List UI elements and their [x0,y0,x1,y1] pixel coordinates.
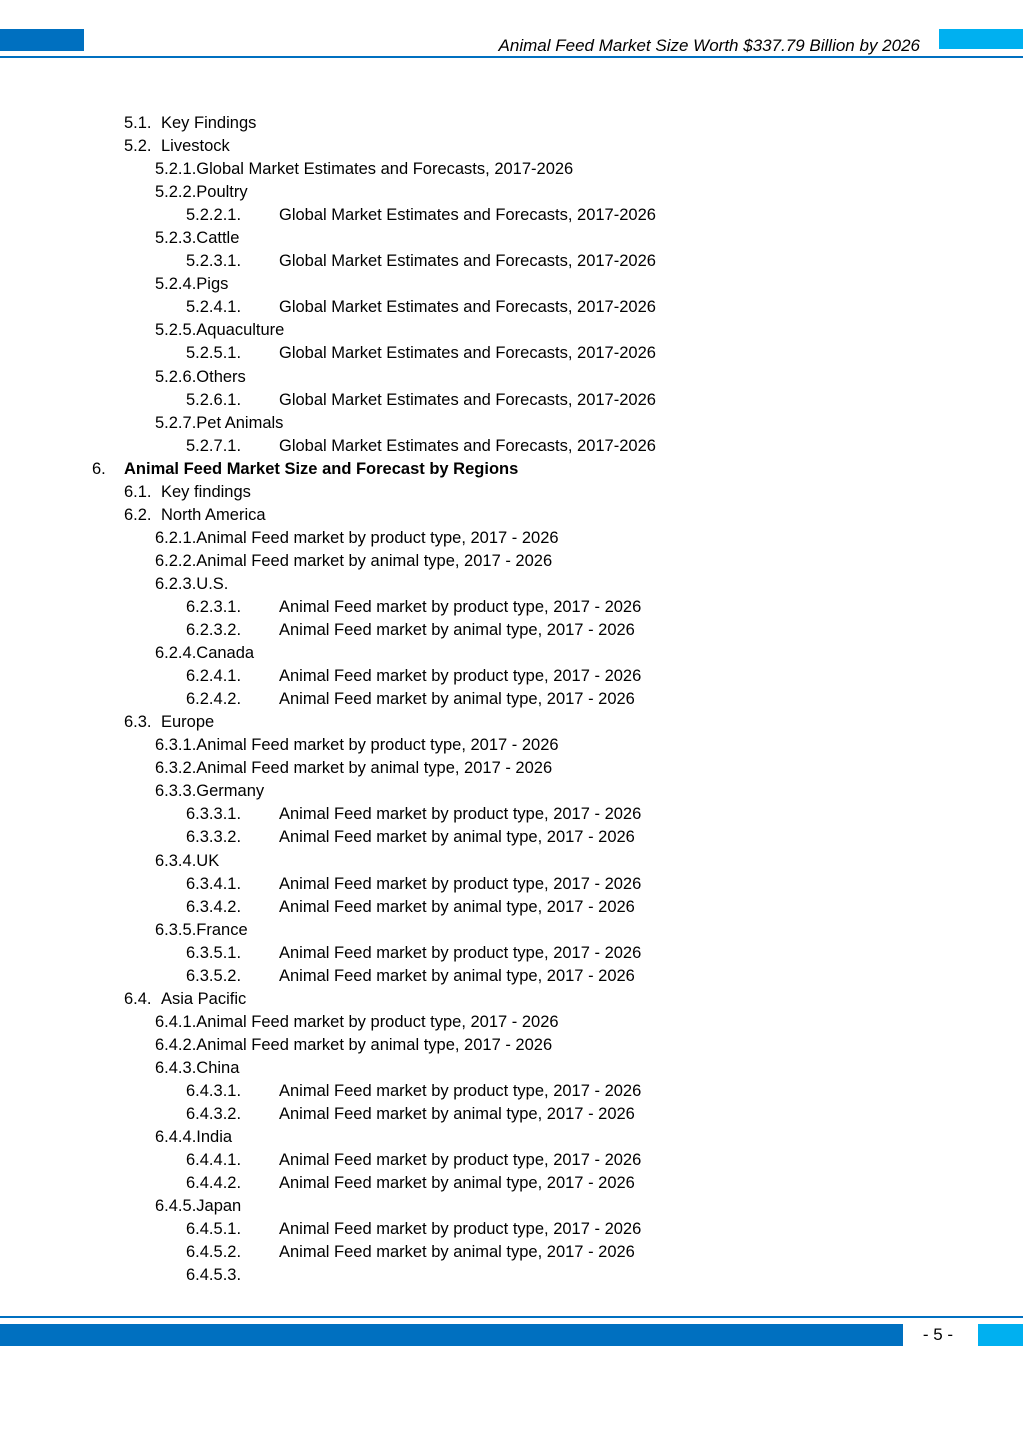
toc-entry-number: 6.4.5.3. [186,1266,242,1285]
toc-entry-number: 6.4.5.2. [186,1243,242,1262]
toc-entry [0,481,1023,504]
toc-entry-title: Animal Feed market by product type, 2017 - 2026 [279,943,642,962]
toc-entry-label: 6.4.5.Japan [155,1197,242,1216]
toc-entry [0,389,1023,412]
toc-entry-label: 5.2.1.Global Market Estimates and Forecasts, 2017-2026 [155,160,574,179]
toc-entry [0,1195,1023,1218]
toc-entry-label: 6.4.4.India [155,1128,233,1147]
toc-entry-label: 6.2.4.Canada [155,644,255,663]
toc-entry-number: 6.3.4.1. [186,874,242,893]
toc-entry-label: 5.2.2.Poultry [155,183,248,202]
toc-entry [0,273,1023,296]
toc-entry [0,1172,1023,1195]
toc-entry-number: 6.4.4.2. [186,1174,242,1193]
toc-entry-title: Livestock [161,137,230,156]
toc-entry [0,550,1023,573]
toc-entry [0,619,1023,642]
toc-entry [0,1034,1023,1057]
toc-entry [0,181,1023,204]
toc-entry-number: 5.2. [124,137,152,156]
toc-entry-number: 6.3.4.2. [186,897,242,916]
toc-entry-title: Animal Feed market by animal type, 2017 - 2026 [279,1243,635,1262]
toc-entry-number: 6.3. [124,713,152,732]
toc-entry-title: Animal Feed market by product type, 2017 - 2026 [279,874,642,893]
toc-entry-title: Global Market Estimates and Forecasts, 2017-2026 [279,344,656,363]
toc-entry-number: 6.3.3.2. [186,828,242,847]
toc-entry [0,458,1023,481]
toc-entry [0,1080,1023,1103]
toc-entry-number: 5.2.6.1. [186,390,242,409]
toc-entry-number: 5.1. [124,114,152,132]
toc-entry-label: 6.3.5.France [155,920,248,939]
toc-entry-number: 6.4.5.1. [186,1220,242,1239]
toc-entry [0,342,1023,365]
toc-entry-number: 6.4. [124,989,152,1008]
toc-entry-label: 6.3.1.Animal Feed market by product type, 2017 - 2026 [155,736,559,755]
toc-entry-label: 6.2.2.Animal Feed market by animal type, 2017 - 2026 [155,551,553,570]
toc-entry [0,1011,1023,1034]
toc-entry-title: Animal Feed market by animal type, 2017 - 2026 [279,828,635,847]
toc-entry [0,711,1023,734]
toc-entry-number: 5.2.3.1. [186,252,242,271]
footer-rule [0,1316,1023,1318]
toc-entry-title: Animal Feed market by product type, 2017 - 2026 [279,1081,642,1100]
toc-entry [0,135,1023,158]
toc-entry-title: Animal Feed market by product type, 2017 - 2026 [279,1220,642,1239]
toc-entry-title: North America [161,505,266,524]
toc-entry [0,1149,1023,1172]
toc-entry-title: Global Market Estimates and Forecasts, 2017-2026 [279,298,656,317]
toc-entry-title: Global Market Estimates and Forecasts, 2017-2026 [279,252,656,271]
toc-entry [0,1241,1023,1264]
toc-entry [0,965,1023,988]
footer-right-bar [978,1324,1023,1346]
toc-entry-number: 6.2.4.2. [186,690,242,709]
toc-entry [0,158,1023,181]
toc-entry-title: Key findings [161,482,251,501]
toc-entry-label: 6.3.2.Animal Feed market by animal type, 2017 - 2026 [155,759,553,778]
toc-entry [0,1126,1023,1149]
toc-entry-label: 5.2.6.Others [155,367,246,386]
toc-entry-title: Animal Feed market by animal type, 2017 - 2026 [279,897,635,916]
toc-entry-title: Animal Feed market by animal type, 2017 - 2026 [279,1105,635,1124]
toc-entry-title: Animal Feed market by animal type, 2017 - 2026 [279,1174,635,1193]
toc-entry [0,1057,1023,1080]
page-number: - 5 - [922,1325,954,1344]
toc-entry [0,227,1023,250]
toc-entry-number: 5.2.5.1. [186,344,242,363]
toc-entry-number: 6. [92,459,106,478]
toc-entry-number: 6.4.3.2. [186,1105,242,1124]
toc-entry [0,734,1023,757]
toc-entry-label: 5.2.3.Cattle [155,229,240,248]
toc-entry [0,826,1023,849]
toc-entry-label: 6.4.2.Animal Feed market by animal type, 2017 - 2026 [155,1035,553,1054]
toc-entry-title: Animal Feed market by animal type, 2017 - 2026 [279,621,635,640]
toc-entry-number: 5.2.7.1. [186,436,242,455]
toc-entry-number: 6.2.3.1. [186,597,242,616]
toc-entry [0,250,1023,273]
toc-entry [0,873,1023,896]
toc-entry-number: 6.1. [124,482,152,501]
toc-entry-label: 6.3.3.Germany [155,782,265,801]
header-rule [0,56,1023,58]
toc-entry-number: 6.4.3.1. [186,1081,242,1100]
toc-entry [0,896,1023,919]
toc-entry [0,665,1023,688]
toc-entry-number: 6.2. [124,505,152,524]
toc-entry-title: Animal Feed market by animal type, 2017 - 2026 [279,690,635,709]
toc-entry-title: Animal Feed market by product type, 2017 - 2026 [279,597,642,616]
toc-entry-number: 5.2.2.1. [186,206,242,225]
toc-entry-label: 6.2.1.Animal Feed market by product type, 2017 - 2026 [155,528,559,547]
toc-entry-number: 6.4.4.1. [186,1151,242,1170]
header-right-bar [939,29,1023,49]
toc-entry-label: 5.2.4.Pigs [155,275,229,294]
toc-entry-label: 6.4.1.Animal Feed market by product type, 2017 - 2026 [155,1012,559,1031]
header-title: Animal Feed Market Size Worth $337.79 Billion by 2026 [498,36,920,55]
toc-entry [0,988,1023,1011]
toc-entry-number: 6.3.5.1. [186,943,242,962]
toc-entry-title: Animal Feed Market Size and Forecast by Regions [124,459,519,478]
toc-entry-title: Global Market Estimates and Forecasts, 2017-2026 [279,436,656,455]
toc-entry [0,204,1023,227]
toc-entry [0,504,1023,527]
toc-entry-title: Global Market Estimates and Forecasts, 2017-2026 [279,206,656,225]
toc-entry-label: 5.2.7.Pet Animals [155,413,284,432]
toc-entry [0,803,1023,826]
toc-entry [0,573,1023,596]
toc-entry [0,296,1023,319]
toc-entry-number: 5.2.4.1. [186,298,242,317]
toc-entry [0,319,1023,342]
toc-entry-label: 6.4.3.China [155,1058,240,1077]
toc-entry-title: Key Findings [161,114,257,132]
toc-entry-title: Global Market Estimates and Forecasts, 2017-2026 [279,390,656,409]
toc-entry [0,366,1023,389]
toc-entry-title: Animal Feed market by product type, 2017 - 2026 [279,805,642,824]
toc-entry [0,642,1023,665]
toc-entry-number: 6.2.4.1. [186,667,242,686]
toc-entry-title: Animal Feed market by product type, 2017 - 2026 [279,667,642,686]
toc-entry [0,942,1023,965]
toc-entry-title: Animal Feed market by product type, 2017 - 2026 [279,1151,642,1170]
toc-entry-label: 6.3.4.UK [155,851,220,870]
toc-entry-title: Animal Feed market by animal type, 2017 - 2026 [279,966,635,985]
toc-entry-label: 6.2.3.U.S. [155,574,229,593]
toc-entry-title: Asia Pacific [161,989,247,1008]
toc-entry [0,688,1023,711]
toc-entry-number: 6.3.5.2. [186,966,242,985]
toc-entry [0,112,1023,135]
toc-entry [0,850,1023,873]
toc-entry [0,527,1023,550]
toc-entry [0,757,1023,780]
toc-entry-number: 6.2.3.2. [186,621,242,640]
toc-entry [0,412,1023,435]
toc-entry-label: 5.2.5.Aquaculture [155,321,285,340]
header-left-bar [0,29,84,51]
toc-entry [0,435,1023,458]
toc-entry-title: Europe [161,713,215,732]
toc-entry [0,596,1023,619]
toc-entry [0,919,1023,942]
footer-bar [0,1324,903,1346]
table-of-contents [0,112,1023,1287]
toc-entry [0,780,1023,803]
toc-entry [0,1218,1023,1241]
toc-entry [0,1264,1023,1287]
toc-entry [0,1103,1023,1126]
toc-entry-number: 6.3.3.1. [186,805,242,824]
